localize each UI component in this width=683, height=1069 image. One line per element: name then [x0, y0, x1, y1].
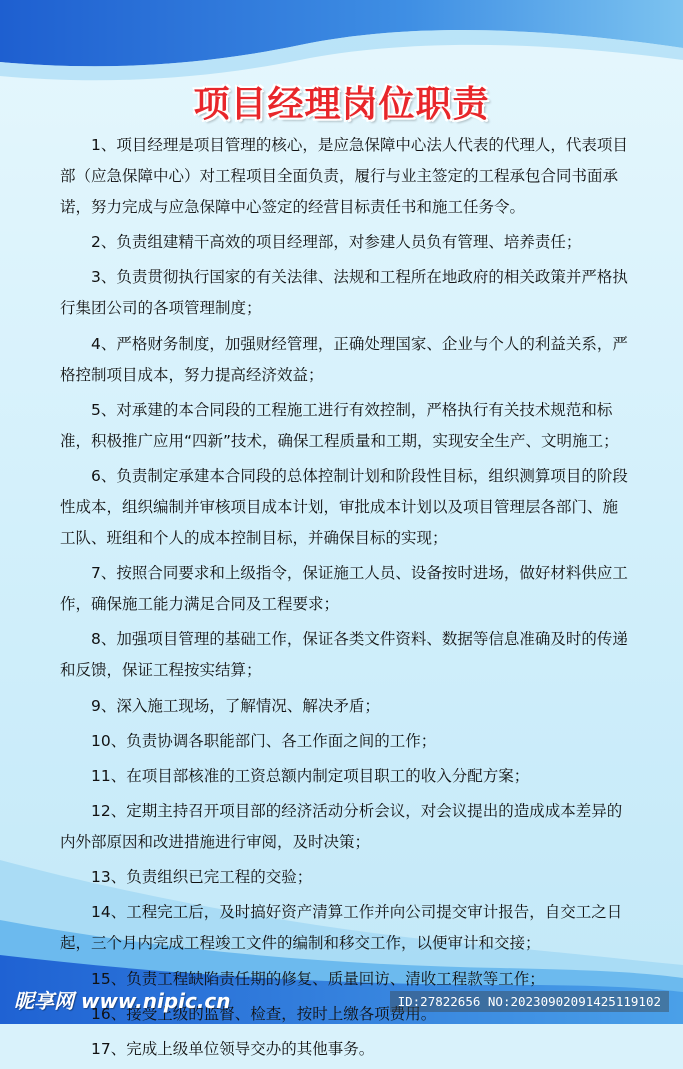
duty-item-12: 12、定期主持召开项目部的经济活动分析会议，对会议提出的造成成本差异的内外部原因和改进措施进行审阅，及时决策；	[60, 802, 623, 852]
site-watermark: 昵享网 www.nipic.cn	[14, 989, 231, 1013]
duty-item-5: 5、对承建的本合同段的工程施工进行有效控制，严格执行有关技术规范和标准，积极推广应用“四新”技术，确保工程质量和工期，实现安全生产、文明施工；	[60, 400, 619, 450]
duty-item-11: 11、在项目部核准的工资总额内制定项目职工的收入分配方案；	[91, 766, 530, 785]
duty-item-7: 7、按照合同要求和上级指令，保证施工人员、设备按时进场，做好材料供应工作，确保施工能力满足合同及工程要求；	[60, 564, 628, 614]
duty-item-16: 16、接受上级的监督、检查，按时上缴各项费用。	[91, 1004, 437, 1023]
duty-item-4: 4、严格财务制度，加强财经管理，正确处理国家、企业与个人的利益关系，严格控制项目成本，努力提高经济效益；	[60, 334, 628, 384]
duty-item-13: 13、负责组织已完工程的交验；	[91, 868, 313, 887]
duty-item-1: 1、项目经理是项目管理的核心，是应急保障中心法人代表的代理人，代表项目部（应急保障中心）对工程项目全面负责，履行与业主签定的工程承包合同书面承诺，努力完成与应急保障中心签定的经营目标责任书和施工任务令。	[60, 136, 628, 216]
duty-item-9: 9、深入施工现场，了解情况、解决矛盾；	[91, 696, 380, 715]
duty-list	[60, 130, 629, 1069]
duty-item-8: 8、加强项目管理的基础工作，保证各类文件资料、数据等信息准确及时的传递和反馈，保证工程按实结算；	[60, 630, 628, 680]
duty-item-14: 14、工程完工后，及时搞好资产清算工作并向公司提交审计报告，自交工之日起，三个月内完成工程竣工文件的编制和移交工作，以便审计和交接；	[60, 903, 623, 953]
duty-item-3: 3、负责贯彻执行国家的有关法律、法规和工程所在地政府的相关政策并严格执行集团公司的各项管理制度；	[60, 268, 628, 318]
duty-item-15: 15、负责工程缺陷责任期的修复、质量回访、清收工程款等工作；	[91, 969, 545, 988]
duty-item-6: 6、负责制定承建本合同段的总体控制计划和阶段性目标，组织测算项目的阶段性成本，组织编制并审核项目成本计划，审批成本计划以及项目管理层各部门、施工队、班组和个人的成本控制目标，并确保目标的实现；	[60, 466, 628, 547]
id-watermark: ID:27822656 NO:20230902091425119102	[390, 991, 669, 1012]
duty-item-17: 17、完成上级单位领导交办的其他事务。	[91, 1040, 375, 1058]
duty-item-10: 10、负责协调各职能部门、各工作面之间的工作；	[91, 731, 437, 750]
page-title: 项目经理岗位职责	[193, 84, 490, 125]
duty-item-2: 2、负责组建精干高效的项目经理部，对参建人员负有管理、培养责任；	[91, 233, 582, 252]
